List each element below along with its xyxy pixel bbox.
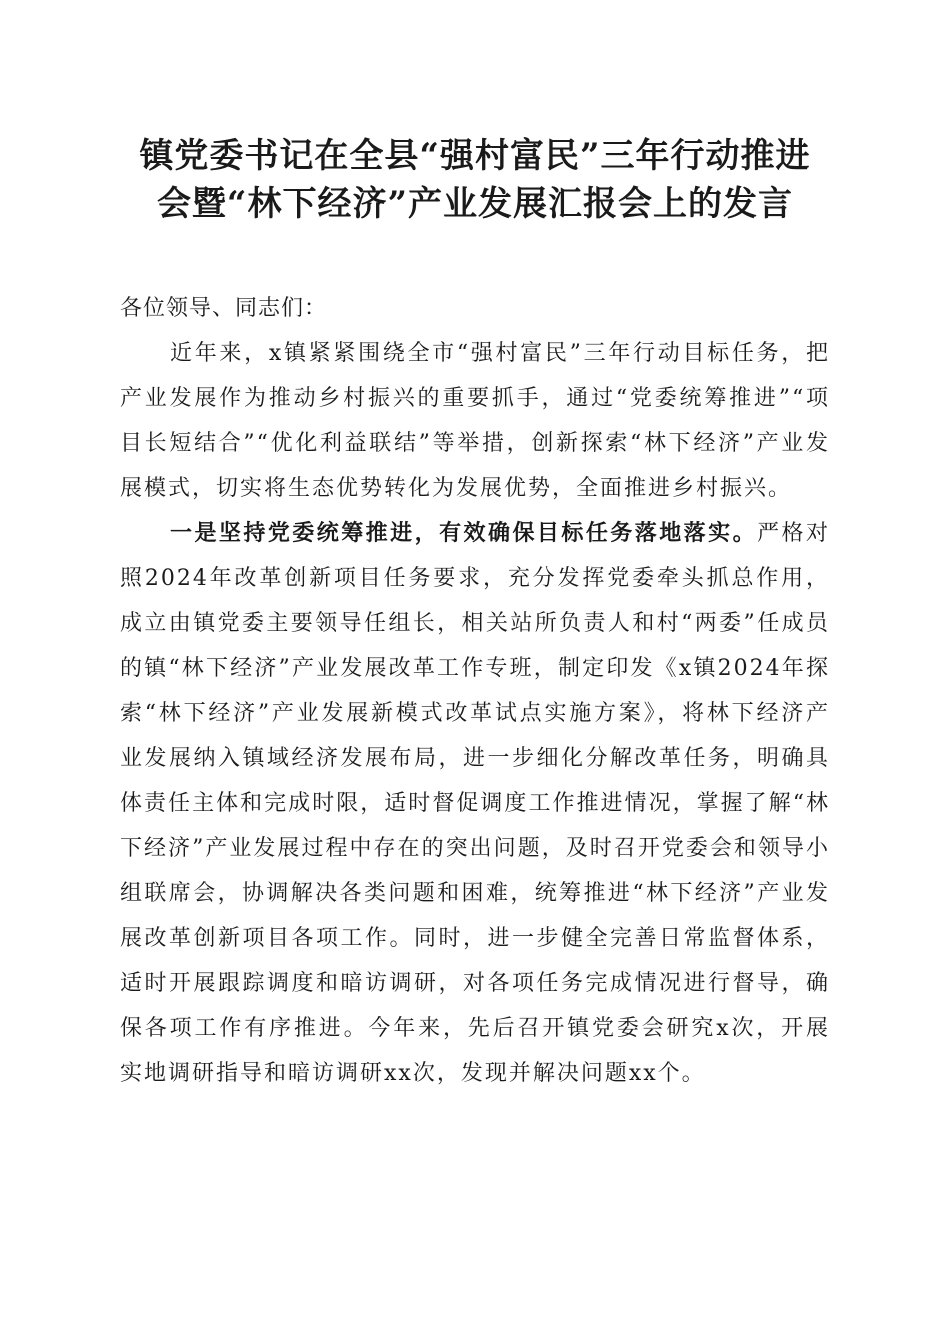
section-1-body: 严格对照2024年改革创新项目任务要求，充分发挥党委牵头抓总作用，成立由镇党委主要领导任组长，相关站所负责人和村“两委”任成员的镇“林下经济”产业发展改革工作专班，制定印发《x镇2024年探索“林下经济”产业发展新模式改革试点实施方案》，将林下经济产业发展纳入镇域经济发展布局，进一步细化分解改革任务，明确具体责任主体和完成时限，适时督促调度工作推进情况，掌握了解“林下经济”产业发展过程中存在的突出问题，及时召开党委会和领导小组联席会，协调解决各类问题和困难，统筹推进“林下经济”产业发展改革创新项目各项工作。同时，进一步健全完善日常监督体系，适时开展跟踪调度和暗访调研，对各项任务完成情况进行督导，确保各项工作有序推进。今年来，先后召开镇党委会研究x次，开展实地调研指导和暗访调研xx次，发现并解决问题xx个。 — [120, 521, 830, 1086]
section-1-paragraph — [120, 511, 830, 1096]
section-1-lead: 一是坚持党委统筹推进，有效确保目标任务落地落实。 — [170, 520, 758, 546]
document-title — [120, 132, 830, 228]
title-line-2: 会暨“林下经济”产业发展汇报会上的发言 — [156, 184, 794, 224]
title-line-1: 镇党委书记在全县“强村富民”三年行动推进 — [139, 136, 811, 176]
salutation: 各位领导、同志们： — [120, 296, 328, 321]
intro-paragraph: 近年来，x镇紧紧围绕全市“强村富民”三年行动目标任务，把产业发展作为推动乡村振兴的重要抓手，通过“党委统筹推进”“项目长短结合”“优化利益联结”等举措，创新探索“林下经济”产业发展模式，切实将生态优势转化为发展优势，全面推进乡村振兴。 — [120, 341, 830, 501]
